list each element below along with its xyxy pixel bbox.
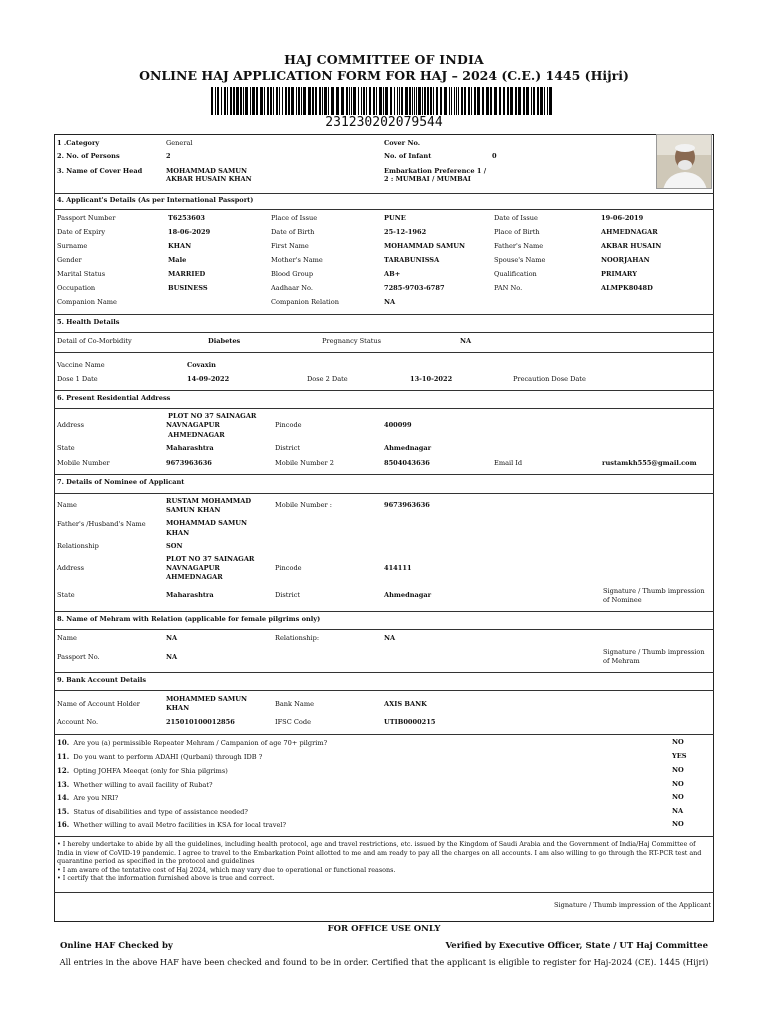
dose2: 13-10-2022 bbox=[410, 375, 453, 383]
bank-heading: 9. Bank Account Details bbox=[57, 676, 147, 684]
nom-state-label: State bbox=[57, 591, 75, 599]
res-district-label: District bbox=[275, 444, 301, 452]
nom-name-label: Name bbox=[57, 501, 77, 509]
companion-label: Companion Name bbox=[57, 298, 117, 306]
person-photo-icon bbox=[657, 135, 712, 189]
bank-name-label: Bank Name bbox=[275, 700, 314, 708]
res-address-label: Address bbox=[57, 421, 85, 429]
health-heading: 5. Health Details bbox=[57, 318, 120, 326]
nom-rel-label: Relationship bbox=[57, 542, 99, 550]
question-13: 13. Whether willing to avail facility of Rubat? bbox=[57, 780, 213, 789]
nom-address-label: Address bbox=[57, 564, 85, 572]
question-11: 11. Do you want to perform ADAHI (Qurbani) through IDB ? bbox=[57, 752, 263, 761]
nom-state: Maharashtra bbox=[166, 591, 214, 599]
pan-label: PAN No. bbox=[494, 284, 523, 292]
expiry-label: Date of Expiry bbox=[57, 228, 106, 236]
bank-holder-line1: MOHAMMED SAMUN bbox=[166, 695, 247, 703]
embark-label1: Embarkation Preference 1 / bbox=[384, 167, 487, 175]
res-email: rustamkh555@gmail.com bbox=[602, 459, 697, 467]
meh-sign-line2: of Mehram bbox=[603, 657, 640, 665]
res-mobile2-label: Mobile Number 2 bbox=[275, 459, 334, 467]
res-pincode-label: Pincode bbox=[275, 421, 302, 429]
answer-11: YES bbox=[672, 752, 687, 760]
aadhaar-label: Aadhaar No. bbox=[271, 284, 313, 292]
meh-sign-line1: Signature / Thumb impression bbox=[603, 648, 705, 656]
companion-rel-label: Companion Relation bbox=[271, 298, 339, 306]
qual-label: Qualification bbox=[494, 270, 537, 278]
cover-head-label: 3. Name of Cover Head bbox=[57, 167, 143, 175]
precaution-label: Precaution Dose Date bbox=[513, 375, 586, 383]
surname: KHAN bbox=[168, 242, 192, 250]
nom-mobile: 9673963636 bbox=[384, 501, 430, 509]
bank-holder-label: Name of Account Holder bbox=[57, 700, 140, 708]
first-name-label: First Name bbox=[271, 242, 309, 250]
gender-label: Gender bbox=[57, 256, 82, 264]
nom-address-line3: AHMEDNAGAR bbox=[166, 573, 223, 581]
ifsc-label: IFSC Code bbox=[275, 718, 311, 726]
dob: 25-12-1962 bbox=[384, 228, 427, 236]
question-15: 15. Status of disabilities and type of assistance needed? bbox=[57, 807, 248, 816]
occupation: BUSINESS bbox=[168, 284, 208, 292]
nom-pincode: 414111 bbox=[384, 564, 412, 572]
form-frame bbox=[54, 134, 714, 922]
nom-rel: SON bbox=[166, 542, 183, 550]
qual: PRIMARY bbox=[601, 270, 637, 278]
nom-name-line2: SAMUN KHAN bbox=[166, 506, 221, 514]
occupation-label: Occupation bbox=[57, 284, 96, 292]
place-issue-label: Place of Issue bbox=[271, 214, 318, 222]
vaccine-label: Vaccine Name bbox=[57, 361, 105, 369]
applicant-heading: 4. Applicant's Details (As per International Passport) bbox=[57, 196, 254, 204]
nom-name-line1: RUSTAM MOHAMMAD bbox=[166, 497, 252, 505]
infant-label: No. of Infant bbox=[384, 152, 432, 160]
nom-mobile-label: Mobile Number : bbox=[275, 501, 333, 509]
pregnancy: NA bbox=[460, 337, 472, 345]
res-mobile2: 8504043636 bbox=[384, 459, 430, 467]
father: AKBAR HUSAIN bbox=[601, 242, 662, 250]
res-address-line1: PLOT NO 37 SAINAGAR bbox=[168, 412, 257, 420]
vaccine: Covaxin bbox=[187, 361, 216, 369]
question-12: 12. Opting JOHFA Meeqat (only for Shia pilgrims) bbox=[57, 766, 228, 775]
cover-no-label: Cover No. bbox=[384, 139, 421, 147]
cover-head-line2: AKBAR HUSAIN KHAN bbox=[166, 175, 252, 183]
dose1: 14-09-2022 bbox=[187, 375, 230, 383]
verified-by: Verified by Executive Officer, State / UT Haj Committee bbox=[445, 941, 708, 951]
undertaking-text bbox=[57, 840, 709, 883]
persons-value: 2 bbox=[166, 152, 171, 160]
place-issue: PUNE bbox=[384, 214, 406, 222]
question-14: 14. Are you NRI? bbox=[57, 793, 119, 802]
undertaking-line3: • I certify that the information furnished above is true and correct. bbox=[57, 874, 275, 883]
form-title: ONLINE HAJ APPLICATION FORM FOR HAJ – 2024 (C.E.) 1445 (Hijri) bbox=[139, 68, 629, 83]
dose1-label: Dose 1 Date bbox=[57, 375, 98, 383]
applicant-photo bbox=[656, 134, 712, 189]
nom-district: Ahmednagar bbox=[384, 591, 432, 599]
nom-father-line2: KHAN bbox=[166, 529, 190, 537]
blood-label: Blood Group bbox=[271, 270, 314, 278]
res-state: Maharashtra bbox=[166, 444, 214, 452]
question-10: 10. Are you (a) permissible Repeater Mehram / Campanion of age 70+ pilgrim? bbox=[57, 738, 328, 747]
comorb: Diabetes bbox=[208, 337, 241, 345]
spouse: NOORJAHAN bbox=[601, 256, 650, 264]
question-16: 16. Whether willing to avail Metro facilities in KSA for local travel? bbox=[57, 820, 286, 829]
dose2-label: Dose 2 Date bbox=[307, 375, 348, 383]
account-label: Account No. bbox=[57, 718, 99, 726]
undertaking-line2: • I am aware of the tentative cost of Haj 2024, which may vary due to operational or functional reasons. bbox=[57, 865, 396, 874]
persons-label: 2. No. of Persons bbox=[57, 152, 120, 160]
mother: TARABUNISSA bbox=[384, 256, 440, 264]
passport-no-label: Passport Number bbox=[57, 214, 116, 222]
nom-pincode-label: Pincode bbox=[275, 564, 302, 572]
nominee-heading: 7. Details of Nominee of Applicant bbox=[57, 478, 185, 486]
gender: Male bbox=[168, 256, 187, 264]
meh-name: NA bbox=[166, 634, 178, 642]
aadhaar: 7285-9703-6787 bbox=[384, 284, 445, 292]
answer-12: NO bbox=[672, 766, 684, 774]
bank-name: AXIS BANK bbox=[384, 700, 427, 708]
category-label: 1 .Category bbox=[57, 139, 100, 147]
undertaking-line1: • I hereby undertake to abide by all the guidelines, including health protocol, age and travel restrictions, etc. issued by the Kingdom of Saudi Arabia and the Government of India/Haj Committee of India in view of CoVID-19 pandemic. I agree to travel to the Embarkation Point allotted to me and am ready to pay all the charges on all accounts. I am also willing to go through the RT-PCR test and quarantine period as specified in the protocol and guidelines bbox=[57, 840, 702, 866]
answer-15: NA bbox=[672, 807, 684, 815]
res-pincode: 400099 bbox=[384, 421, 412, 429]
nom-address-line2: NAVNAGAPUR bbox=[166, 564, 220, 572]
answer-13: NO bbox=[672, 780, 684, 788]
office-heading: FOR OFFICE USE ONLY bbox=[327, 924, 441, 934]
applicant-signature-label: Signature / Thumb impression of the Applicant bbox=[553, 901, 711, 909]
meh-rel: NA bbox=[384, 634, 396, 642]
pob: AHMEDNAGAR bbox=[601, 228, 658, 236]
marital: MARRIED bbox=[168, 270, 206, 278]
passport-no: T6253603 bbox=[168, 214, 206, 222]
meh-passport-label: Passport No. bbox=[57, 653, 100, 661]
first-name: MOHAMMAD SAMUN bbox=[384, 242, 466, 250]
res-mobile: 9673963636 bbox=[166, 459, 212, 467]
res-district: Ahmednagar bbox=[384, 444, 432, 452]
certification-text: All entries in the above HAF have been checked and found to be in order. Certified that the applicant is eligible to register for Haj-2024 (CE). 1445 (Hijri) bbox=[59, 957, 709, 967]
blood: AB+ bbox=[384, 270, 401, 278]
mehram-heading: 8. Name of Mehram with Relation (applicable for female pilgrims only) bbox=[57, 615, 321, 623]
meh-passport: NA bbox=[166, 653, 178, 661]
account-number: 215010100012856 bbox=[166, 718, 235, 726]
res-mobile-label: Mobile Number bbox=[57, 459, 110, 467]
meh-name-label: Name bbox=[57, 634, 77, 642]
date-issue: 19-06-2019 bbox=[601, 214, 644, 222]
meh-rel-label: Relationship: bbox=[275, 634, 320, 642]
infant-value: 0 bbox=[492, 152, 497, 160]
dob-label: Date of Birth bbox=[271, 228, 315, 236]
checked-by: Online HAF Checked by bbox=[60, 941, 173, 951]
bank-holder-line2: KHAN bbox=[166, 704, 190, 712]
nom-father-line1: MOHAMMAD SAMUN bbox=[166, 519, 248, 527]
barcode-number: 231230202079544 bbox=[325, 115, 443, 130]
mother-label: Mother's Name bbox=[271, 256, 323, 264]
nom-sign-line2: of Nominee bbox=[603, 596, 642, 604]
residence-heading: 6. Present Residential Address bbox=[57, 394, 171, 402]
res-email-label: Email Id bbox=[494, 459, 523, 467]
companion-rel: NA bbox=[384, 298, 396, 306]
marital-label: Marital Status bbox=[57, 270, 106, 278]
answer-10: NO bbox=[672, 738, 684, 746]
res-address-line3: AHMEDNAGAR bbox=[168, 431, 225, 439]
pan: ALMPK8048D bbox=[601, 284, 653, 292]
nom-address-line1: PLOT NO 37 SAINAGAR bbox=[166, 555, 255, 563]
surname-label: Surname bbox=[57, 242, 88, 250]
father-label: Father's Name bbox=[494, 242, 544, 250]
expiry: 18-06-2029 bbox=[168, 228, 211, 236]
nom-sign-line1: Signature / Thumb impression bbox=[603, 587, 705, 595]
res-address-line2: NAVNAGAPUR bbox=[166, 421, 220, 429]
answer-14: NO bbox=[672, 793, 684, 801]
barcode bbox=[211, 87, 554, 115]
org-title: HAJ COMMITTEE OF INDIA bbox=[284, 52, 484, 67]
nom-district-label: District bbox=[275, 591, 301, 599]
res-state-label: State bbox=[57, 444, 75, 452]
spouse-label: Spouse's Name bbox=[494, 256, 546, 264]
cover-head-line1: MOHAMMAD SAMUN bbox=[166, 167, 248, 175]
comorb-label: Detail of Co-Morbidity bbox=[57, 337, 132, 345]
nom-father-label: Father's /Husband's Name bbox=[57, 520, 146, 528]
ifsc: UTIB0000215 bbox=[384, 718, 436, 726]
answer-16: NO bbox=[672, 820, 684, 828]
pob-label: Place of Birth bbox=[494, 228, 540, 236]
date-issue-label: Date of Issue bbox=[494, 214, 538, 222]
pregnancy-label: Pregnancy Status bbox=[322, 337, 382, 345]
category-value: General bbox=[166, 139, 193, 147]
embark-label2: 2 : MUMBAI / MUMBAI bbox=[384, 175, 471, 183]
